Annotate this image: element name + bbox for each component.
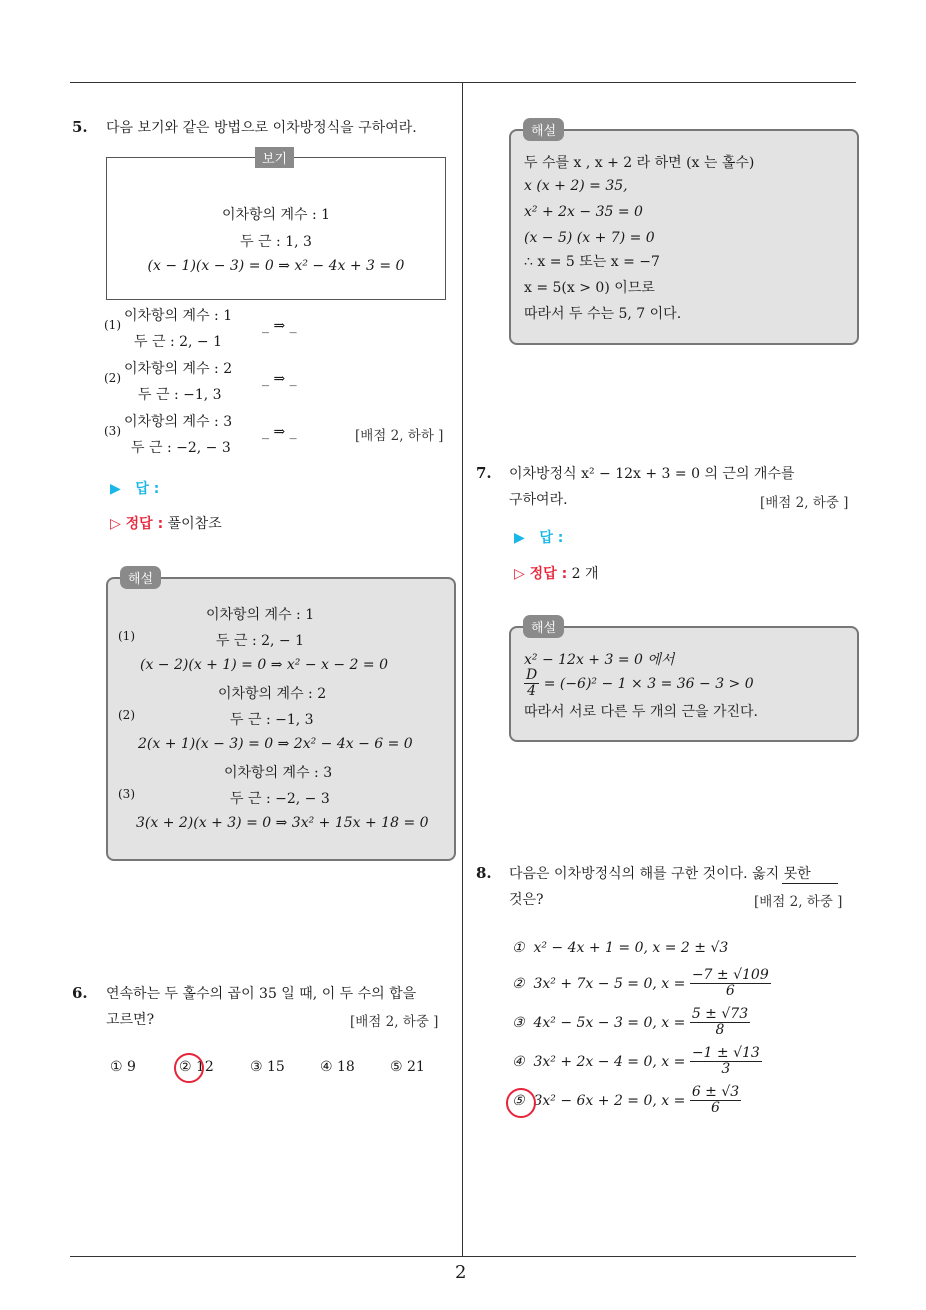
q6-sol-line-4: (x − 5) (x + 7) = 0 — [524, 230, 655, 246]
q5-sol-2c: 2(x + 1)(x − 3) = 0 ⇒ 2x² − 4x − 6 = 0 — [138, 736, 413, 752]
q7-correct-label: 정답 : — [529, 566, 568, 582]
q8-underline — [782, 883, 838, 884]
q8-choice-2-fraction: $\frac{-7 \pm √109}{6}$ — [691, 967, 769, 1000]
q5-item-1-blank: _ ⇒ _ — [262, 318, 297, 334]
q7-sol-line-3: 따라서 서로 다른 두 개의 근을 가진다. — [524, 704, 759, 720]
q8-choice-2[interactable] — [512, 968, 771, 1000]
q5-sol-3b: 두 근 : −2, − 3 — [230, 791, 330, 807]
q5-sol-3a: 이차항의 계수 : 3 — [224, 765, 333, 781]
q5-item-2-line2: 두 근 : −1, 3 — [138, 387, 222, 403]
q5-sol-3-label: (3) — [118, 787, 135, 801]
correct-arrow-icon: ▷ — [110, 516, 126, 532]
q8-choice-1-mark: ① — [512, 940, 525, 956]
q5-number: 5. — [72, 118, 88, 136]
q5-item-3-line2: 두 근 : −2, − 3 — [131, 440, 231, 456]
q6-choice-2[interactable]: ② 12 — [179, 1059, 214, 1075]
q6-text-2: 고르면? — [106, 1012, 155, 1028]
q7-answer-row[interactable] — [514, 527, 563, 547]
q5-example-line-1: 이차항의 계수 : 1 — [221, 207, 331, 223]
q6-score: [배점 2, 하중 ] — [350, 1014, 439, 1030]
q5-example-title: 보기 — [255, 147, 294, 168]
q5-sol-2b: 두 근 : −1, 3 — [230, 712, 314, 728]
q8-choice-3[interactable] — [512, 1007, 750, 1039]
q7-sol-fraction: $\frac{D}{4}$ — [526, 667, 538, 700]
q7-sol-line-1: x² − 12x + 3 = 0 에서 — [524, 652, 675, 668]
page-number: 2 — [455, 1262, 467, 1283]
q6-number: 6. — [72, 984, 88, 1002]
answer-arrow-icon: ▶ — [110, 481, 136, 497]
q8-choice-4[interactable] — [512, 1046, 762, 1078]
q7-correct-value: 2 개 — [571, 566, 599, 582]
q5-example-line-3: (x − 1)(x − 3) = 0 ⇒ x² − 4x + 3 = 0 — [147, 258, 405, 274]
q6-choice-4[interactable]: ④ 18 — [320, 1059, 355, 1075]
q6-solution-box — [509, 124, 859, 345]
q8-choice-4-fraction: $\frac{-1 \pm √13}{3}$ — [691, 1045, 760, 1078]
q8-text-2: 것은? — [509, 892, 544, 908]
q8-choice-1[interactable] — [512, 940, 728, 956]
q8-score: [배점 2, 하중 ] — [754, 894, 843, 910]
q5-example-line-2: 두 근 : 1, 3 — [240, 234, 312, 250]
q5-item-2-blank: _ ⇒ _ — [262, 371, 297, 387]
correct-arrow-icon: ▷ — [514, 566, 530, 582]
q6-text-1: 연속하는 두 홀수의 곱이 35 일 때, 이 두 수의 합을 — [106, 986, 417, 1002]
q5-solution-title: 해설 — [120, 566, 161, 589]
q5-sol-1b: 두 근 : 2, − 1 — [216, 633, 305, 649]
q6-choice-3[interactable]: ③ 15 — [250, 1059, 285, 1075]
q6-sol-line-6: x = 5(x > 0) 이므로 — [524, 280, 655, 296]
q5-sol-1c: (x − 2)(x + 1) = 0 ⇒ x² − x − 2 = 0 — [140, 657, 388, 673]
q5-text: 다음 보기와 같은 방법으로 이차방정식을 구하여라. — [106, 120, 417, 136]
q8-choice-2-eq: 3x² + 7x − 5 = 0, x = — [533, 975, 686, 992]
q8-choice-4-mark: ④ — [512, 1053, 525, 1070]
q6-sol-line-1: 두 수를 x , x + 2 라 하면 (x 는 홀수) — [524, 155, 755, 171]
q8-choice-3-fraction: $\frac{5 \pm √73}{8}$ — [691, 1006, 749, 1039]
q7-score: [배점 2, 하중 ] — [760, 495, 849, 511]
q5-correct-row — [110, 513, 222, 533]
q5-correct-label: 정답 : — [125, 516, 164, 532]
q5-item-1-line2: 두 근 : 2, − 1 — [134, 334, 223, 350]
q5-solution-box — [106, 572, 456, 861]
bottom-rule — [70, 1256, 856, 1257]
q8-choice-5-eq: 3x² − 6x + 2 = 0, x = — [533, 1092, 686, 1109]
q5-item-3-blank: _ ⇒ _ — [262, 424, 297, 440]
q5-example-box — [106, 152, 446, 300]
answer-arrow-icon: ▶ — [514, 530, 540, 546]
q6-sol-line-3: x² + 2x − 35 = 0 — [524, 204, 643, 220]
q6-sol-line-7: 따라서 두 수는 5, 7 이다. — [524, 306, 682, 322]
q5-sol-2-label: (2) — [118, 708, 135, 722]
q8-choice-2-mark: ② — [512, 975, 525, 992]
q6-solution-title: 해설 — [523, 118, 564, 141]
q8-selected-mark — [506, 1088, 536, 1118]
q6-sol-line-2: x (x + 2) = 35, — [524, 178, 628, 194]
q7-solution-title: 해설 — [523, 615, 564, 638]
q5-item-1-line1: 이차항의 계수 : 1 — [124, 308, 233, 324]
q8-number: 8. — [476, 864, 492, 882]
q5-sol-1-label: (1) — [118, 629, 135, 643]
q8-choice-5-mark: ⑤ — [512, 1092, 525, 1109]
q7-sol-line-2 — [524, 668, 754, 700]
q7-solution-box — [509, 621, 859, 742]
q7-text-2: 구하여라. — [509, 492, 568, 508]
q6-choice-5[interactable]: ⑤ 21 — [390, 1059, 425, 1075]
q5-item-2-label: (2) — [104, 371, 121, 385]
q5-score: [배점 2, 하하 ] — [355, 428, 444, 444]
q5-item-2-line1: 이차항의 계수 : 2 — [124, 361, 233, 377]
q5-item-3-line1: 이차항의 계수 : 3 — [124, 414, 233, 430]
q5-sol-3c: 3(x + 2)(x + 3) = 0 ⇒ 3x² + 15x + 18 = 0 — [136, 815, 429, 831]
q5-correct-value: 풀이참조 — [167, 516, 222, 532]
q5-sol-1a: 이차항의 계수 : 1 — [206, 607, 315, 623]
q5-answer-row[interactable] — [110, 478, 159, 498]
q7-answer-label: 답 : — [539, 530, 564, 546]
q8-choice-3-eq: 4x² − 5x − 3 = 0, x = — [533, 1014, 686, 1031]
column-divider — [462, 82, 463, 1257]
q5-item-1-label: (1) — [104, 318, 121, 332]
q8-choice-5-fraction: $\frac{6 \pm √3}{6}$ — [691, 1084, 740, 1117]
q7-text-1: 이차방정식 x² − 12x + 3 = 0 의 근의 개수를 — [509, 466, 795, 482]
q7-number: 7. — [476, 464, 492, 482]
q5-answer-label: 답 : — [135, 481, 160, 497]
q7-correct-row — [514, 563, 599, 583]
q8-text-1: 다음은 이차방정식의 해를 구한 것이다. 옳지 못한 — [509, 866, 811, 882]
q5-sol-2a: 이차항의 계수 : 2 — [218, 686, 327, 702]
q8-choice-1-eq: x² − 4x + 1 = 0, x = 2 ± √3 — [533, 940, 729, 956]
q6-sol-line-5: ∴ x = 5 또는 x = −7 — [524, 254, 660, 270]
q5-item-3-label: (3) — [104, 424, 121, 438]
q7-sol-line-2-rest: = (−6)² − 1 × 3 = 36 − 3 > 0 — [543, 675, 754, 692]
q8-choice-4-eq: 3x² + 2x − 4 = 0, x = — [533, 1053, 686, 1070]
q6-choice-1[interactable]: ① 9 — [110, 1059, 136, 1075]
q8-choice-5[interactable] — [512, 1085, 741, 1117]
q8-choice-3-mark: ③ — [512, 1014, 525, 1031]
q6-selected-mark — [174, 1053, 204, 1083]
